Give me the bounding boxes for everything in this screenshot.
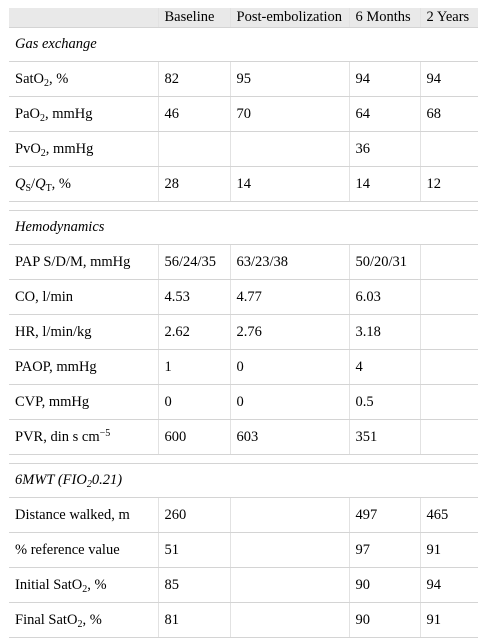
table-cell: 2.62 <box>158 315 230 350</box>
table-cell: 70 <box>230 97 349 132</box>
table-cell: 95 <box>230 62 349 97</box>
table-row <box>9 603 478 638</box>
table-cell: 600 <box>158 420 230 455</box>
table-cell: 63/23/38 <box>230 245 349 280</box>
table-header <box>9 8 478 28</box>
table-cell <box>420 315 478 350</box>
table-row <box>9 420 478 455</box>
table-cell: 90 <box>349 603 420 638</box>
table-row <box>9 498 478 533</box>
row-label: HR, l/min/kg <box>9 315 158 350</box>
table-cell: 94 <box>420 568 478 603</box>
column-header: Baseline <box>158 8 230 28</box>
table-row <box>9 132 478 167</box>
table-cell: 4.53 <box>158 280 230 315</box>
table-cell <box>230 603 349 638</box>
table-cell: 0 <box>158 385 230 420</box>
table-cell: 603 <box>230 420 349 455</box>
column-header: 6 Months <box>349 8 420 28</box>
table-cell <box>420 280 478 315</box>
table-cell: 4 <box>349 350 420 385</box>
table-row <box>9 568 478 603</box>
table-cell: 68 <box>420 97 478 132</box>
table-row <box>9 350 478 385</box>
table-row <box>9 245 478 280</box>
column-header: 2 Years <box>420 8 478 28</box>
table-cell: 82 <box>158 62 230 97</box>
table-cell: 85 <box>158 568 230 603</box>
table-cell: 0 <box>230 350 349 385</box>
row-label: PvO$_2$, mmHg <box>9 132 158 167</box>
table-cell: 4.77 <box>230 280 349 315</box>
table-cell <box>420 245 478 280</box>
table-cell: 28 <box>158 167 230 202</box>
table-body <box>9 28 478 638</box>
table-cell: 94 <box>349 62 420 97</box>
table-cell: 260 <box>158 498 230 533</box>
table-cell: 56/24/35 <box>158 245 230 280</box>
section-header-row <box>9 28 478 62</box>
table-cell: 351 <box>349 420 420 455</box>
table-cell <box>420 420 478 455</box>
row-label: CVP, mmHg <box>9 385 158 420</box>
table-cell <box>230 132 349 167</box>
section-spacer <box>9 455 478 464</box>
table-cell <box>230 568 349 603</box>
table-cell: 12 <box>420 167 478 202</box>
header-cell-label <box>9 8 158 28</box>
table-cell: 497 <box>349 498 420 533</box>
row-label: SatO$_2$, % <box>9 62 158 97</box>
section-header-row <box>9 211 478 245</box>
section-header-row <box>9 464 478 498</box>
row-label: $Q_S/Q_T$, % <box>9 167 158 202</box>
spacer-cell <box>9 202 478 211</box>
row-label: PAOP, mmHg <box>9 350 158 385</box>
row-label: PVR, din s $cm^{-5}$ <box>9 420 158 455</box>
table-row <box>9 62 478 97</box>
spacer-cell <box>9 455 478 464</box>
row-label: PaO$_2$, mmHg <box>9 97 158 132</box>
table-cell: 90 <box>349 568 420 603</box>
table-row <box>9 97 478 132</box>
table-cell <box>230 498 349 533</box>
table-row <box>9 315 478 350</box>
table-cell: 6.03 <box>349 280 420 315</box>
table-cell: 91 <box>420 603 478 638</box>
row-label: CO, l/min <box>9 280 158 315</box>
table-cell: 14 <box>349 167 420 202</box>
table-cell: 36 <box>349 132 420 167</box>
row-label: PAP S/D/M, mmHg <box>9 245 158 280</box>
table-cell: 14 <box>230 167 349 202</box>
data-table <box>9 8 478 638</box>
section-title: Hemodynamics <box>9 211 478 245</box>
table-cell: 0.5 <box>349 385 420 420</box>
table-cell <box>420 132 478 167</box>
section-title: Gas exchange <box>9 28 478 62</box>
table-cell <box>158 132 230 167</box>
table-cell: 51 <box>158 533 230 568</box>
table-cell <box>420 385 478 420</box>
section-title: 6MWT $(FIO_20.21)$ <box>9 464 478 498</box>
row-label: % reference value <box>9 533 158 568</box>
table-cell: 465 <box>420 498 478 533</box>
row-label: Final SatO$_2$, % <box>9 603 158 638</box>
table-row <box>9 533 478 568</box>
table-cell: 94 <box>420 62 478 97</box>
table-cell <box>420 350 478 385</box>
table-cell: 64 <box>349 97 420 132</box>
row-label: Initial SatO$_2$, % <box>9 568 158 603</box>
table-cell: 50/20/31 <box>349 245 420 280</box>
table-cell: 97 <box>349 533 420 568</box>
table-cell: 46 <box>158 97 230 132</box>
column-header: Post-embolization <box>230 8 349 28</box>
header-row <box>9 8 478 28</box>
table-cell: 2.76 <box>230 315 349 350</box>
table-cell <box>230 533 349 568</box>
table-row <box>9 385 478 420</box>
section-spacer <box>9 202 478 211</box>
row-label: Distance walked, m <box>9 498 158 533</box>
table-cell: 81 <box>158 603 230 638</box>
table-cell: 3.18 <box>349 315 420 350</box>
table-row <box>9 280 478 315</box>
table-cell: 0 <box>230 385 349 420</box>
table-row <box>9 167 478 202</box>
table-cell: 1 <box>158 350 230 385</box>
table-cell: 91 <box>420 533 478 568</box>
